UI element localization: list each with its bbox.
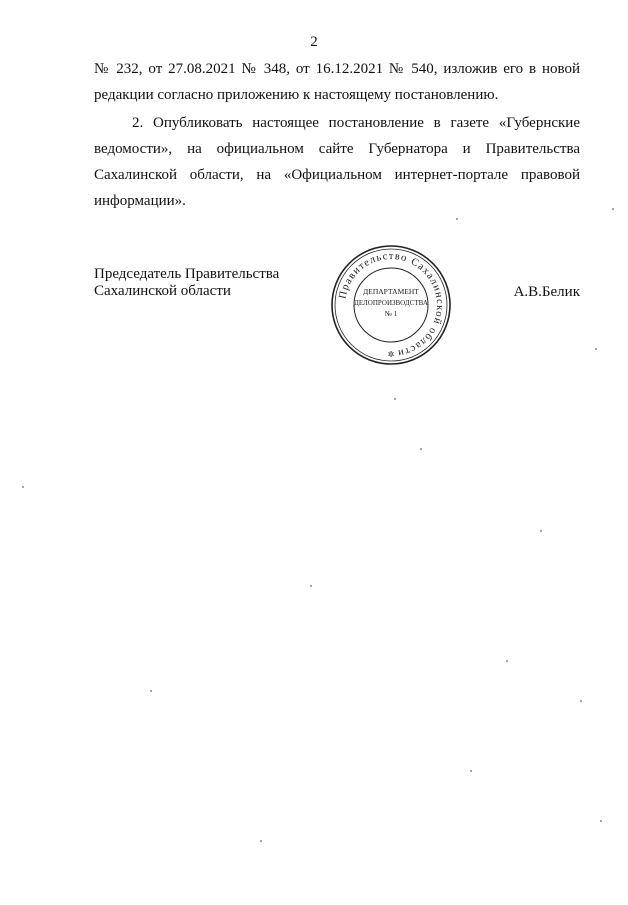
seal-center-line3: № 1 (384, 309, 398, 318)
scan-speck (612, 208, 614, 210)
scan-speck (456, 218, 458, 220)
signatory-title-line1: Председатель Правительства (94, 266, 280, 282)
signatory-title (94, 266, 279, 300)
scan-speck (540, 530, 542, 532)
seal-star-icon: ✲ (387, 350, 395, 359)
scan-speck (580, 700, 582, 702)
paragraph-publish: 2. Опубликовать настоящее постановление в газете «Губернские ведомости», на официальном сайте Губернатора и Правительства Сахалинской области, на «Официальном интернет-портале правовой информации». (94, 115, 580, 209)
scan-speck (420, 448, 422, 450)
scan-speck (260, 840, 262, 842)
seal-center-line2: ДЕЛОПРОИЗВОДСТВА (354, 299, 428, 307)
seal-center-line1: ДЕПАРТАМЕНТ (363, 287, 419, 296)
scan-speck (595, 348, 597, 350)
signatory-title-line2: Сахалинской области (94, 283, 231, 299)
scan-speck (22, 486, 24, 488)
scan-speck (394, 398, 396, 400)
scan-speck (470, 770, 472, 772)
seal-ring-text: Правительство Сахалинской области (337, 250, 446, 359)
page-number: 2 (310, 34, 318, 50)
scan-speck (310, 585, 312, 587)
paragraph-continuation: № 232, от 27.08.2021 № 348, от 16.12.2021 № 540, изложив его в новой редакции согласно приложению к настоящему постановлению. (94, 61, 580, 103)
scan-speck (600, 820, 602, 822)
scan-speck (150, 690, 152, 692)
signatory-name: А.В.Белик (513, 284, 580, 300)
scan-speck (506, 660, 508, 662)
official-seal (330, 244, 452, 366)
